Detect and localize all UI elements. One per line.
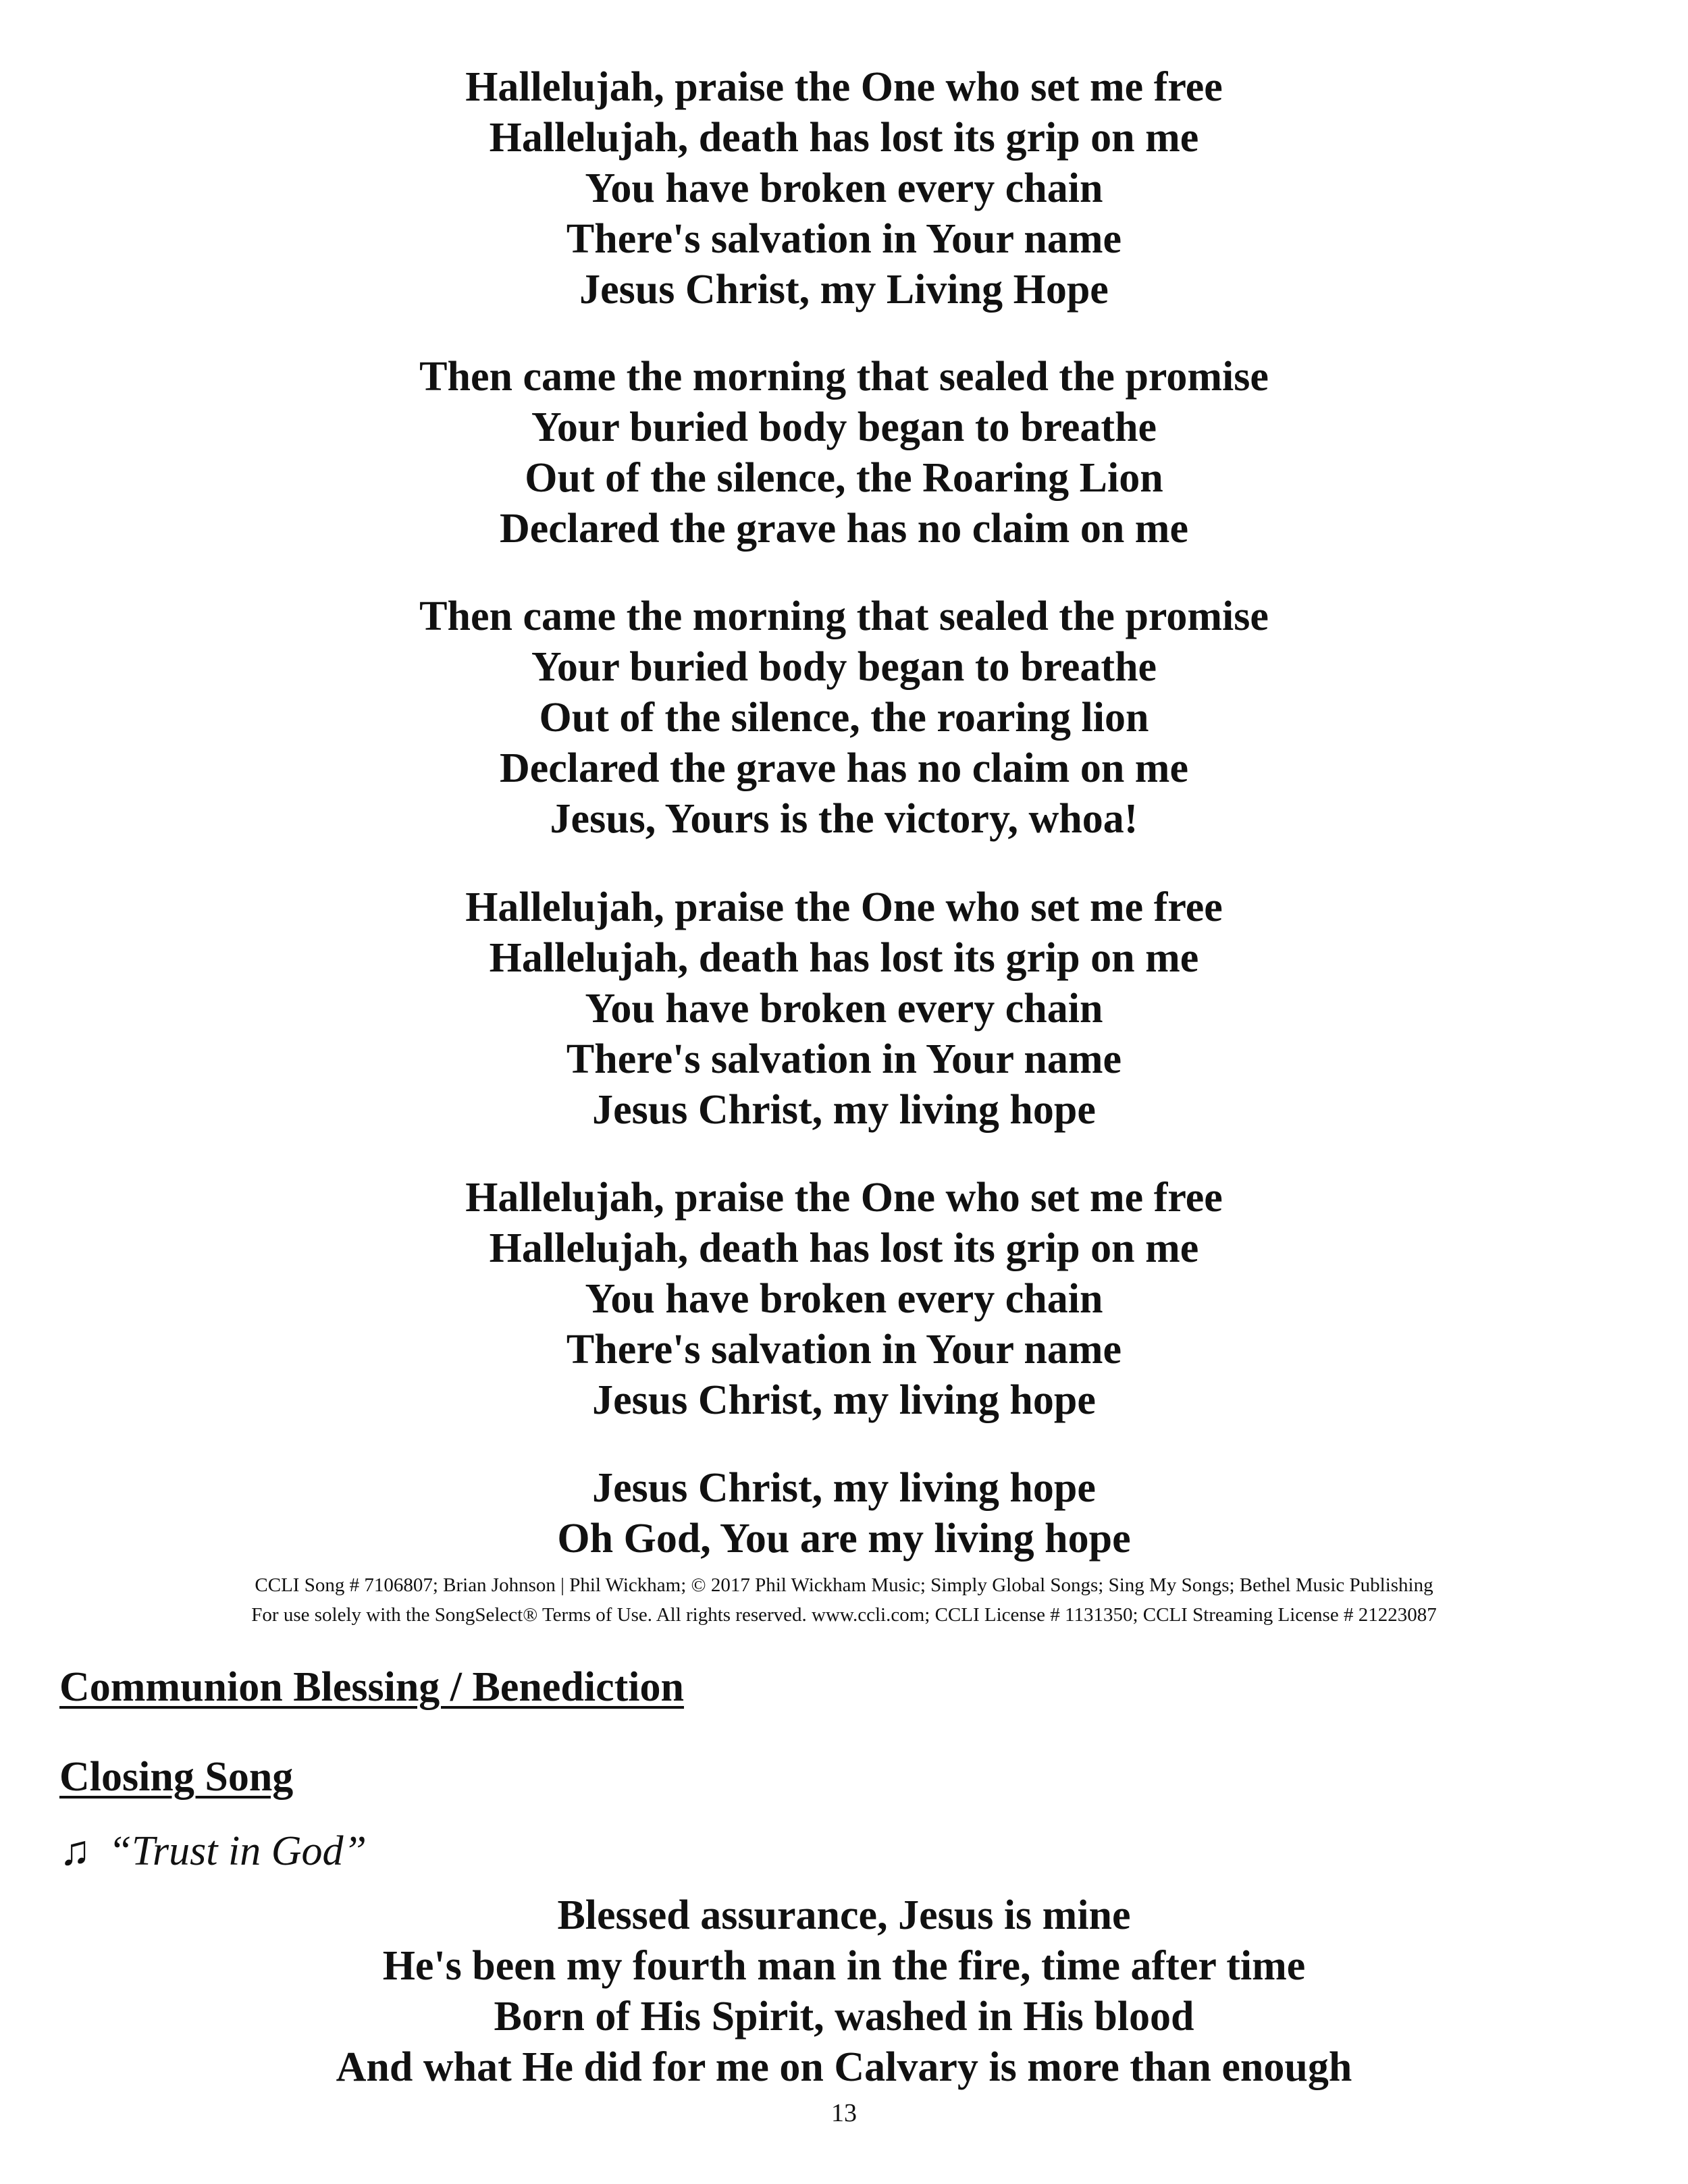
lyric-line: You have broken every chain [585,986,1103,1032]
lyric-line: Out of the silence, the Roaring Lion [525,455,1163,501]
lyrics-stanza-3 [0,591,1688,845]
lyrics-stanza-6 [0,1463,1688,1564]
credit-line: For use solely with the SongSelect® Terms of Use. All rights reserved. www.ccli.com; CCLI License # 1131350; CCLI Streaming License # 21223087 [251,1604,1437,1626]
lyric-line: Born of His Spirit, washed in His blood [494,1994,1194,2040]
lyric-line: Jesus Christ, my living hope [592,1465,1096,1511]
lyric-line: Hallelujah, death has lost its grip on me [489,935,1199,981]
lyric-line: Blessed assurance, Jesus is mine [557,1892,1131,1938]
lyric-line: You have broken every chain [585,1276,1103,1322]
credit-line: CCLI Song # 7106807; Brian Johnson | Phil Wickham; © 2017 Phil Wickham Music; Simply Global Songs; Sing My Songs; Bethel Music Publishing [255,1574,1433,1596]
lyric-line: Jesus Christ, my Living Hope [579,267,1109,313]
lyric-line: Oh God, You are my living hope [557,1516,1131,1562]
communion-blessing-heading: Communion Blessing / Benediction [59,1664,684,1710]
lyrics-stanza-5 [0,1173,1688,1426]
lyric-line: Hallelujah, death has lost its grip on me [489,1225,1199,1271]
closing-song-heading: Closing Song [59,1754,294,1800]
lyric-line: Declared the grave has no claim on me [500,506,1188,552]
lyric-line: There's salvation in Your name [566,1327,1122,1373]
music-note-icon: ♫ [59,1828,91,1874]
lyric-line: Declared the grave has no claim on me [500,745,1188,791]
lyric-line: Hallelujah, death has lost its grip on me [489,115,1199,161]
lyrics-stanza-4 [0,882,1688,1136]
lyric-line: Your buried body began to breathe [531,404,1157,450]
lyric-line: And what He did for me on Calvary is more than enough [336,2044,1352,2090]
lyric-line: He's been my fourth man in the fire, time after time [382,1943,1306,1989]
lyric-line: Then came the morning that sealed the promise [419,593,1269,639]
lyric-line: There's salvation in Your name [566,1036,1122,1082]
lyric-line: Hallelujah, praise the One who set me free [465,1175,1223,1221]
lyric-line: Hallelujah, praise the One who set me free [465,64,1223,110]
lyric-line: Out of the silence, the roaring lion [539,695,1149,741]
lyrics-stanza-2 [0,352,1688,554]
lyric-line: Jesus, Yours is the victory, whoa! [550,796,1138,842]
lyric-line: You have broken every chain [585,165,1103,211]
ccli-credits [0,1570,1688,1630]
lyric-line: Your buried body began to breathe [531,644,1157,690]
lyric-line: Jesus Christ, my living hope [592,1377,1096,1423]
lyrics-stanza-1 [0,62,1688,315]
lyric-line: Jesus Christ, my living hope [592,1087,1096,1133]
lyric-line: Hallelujah, praise the One who set me free [465,884,1223,930]
page-number: 13 [831,2099,857,2127]
closing-song-lyrics [0,1890,1688,2093]
lyric-line: There's salvation in Your name [566,216,1122,262]
lyric-line: Then came the morning that sealed the promise [419,354,1269,400]
closing-song-title: “Trust in God” [108,1828,367,1874]
closing-song-title-row [59,1826,367,1877]
